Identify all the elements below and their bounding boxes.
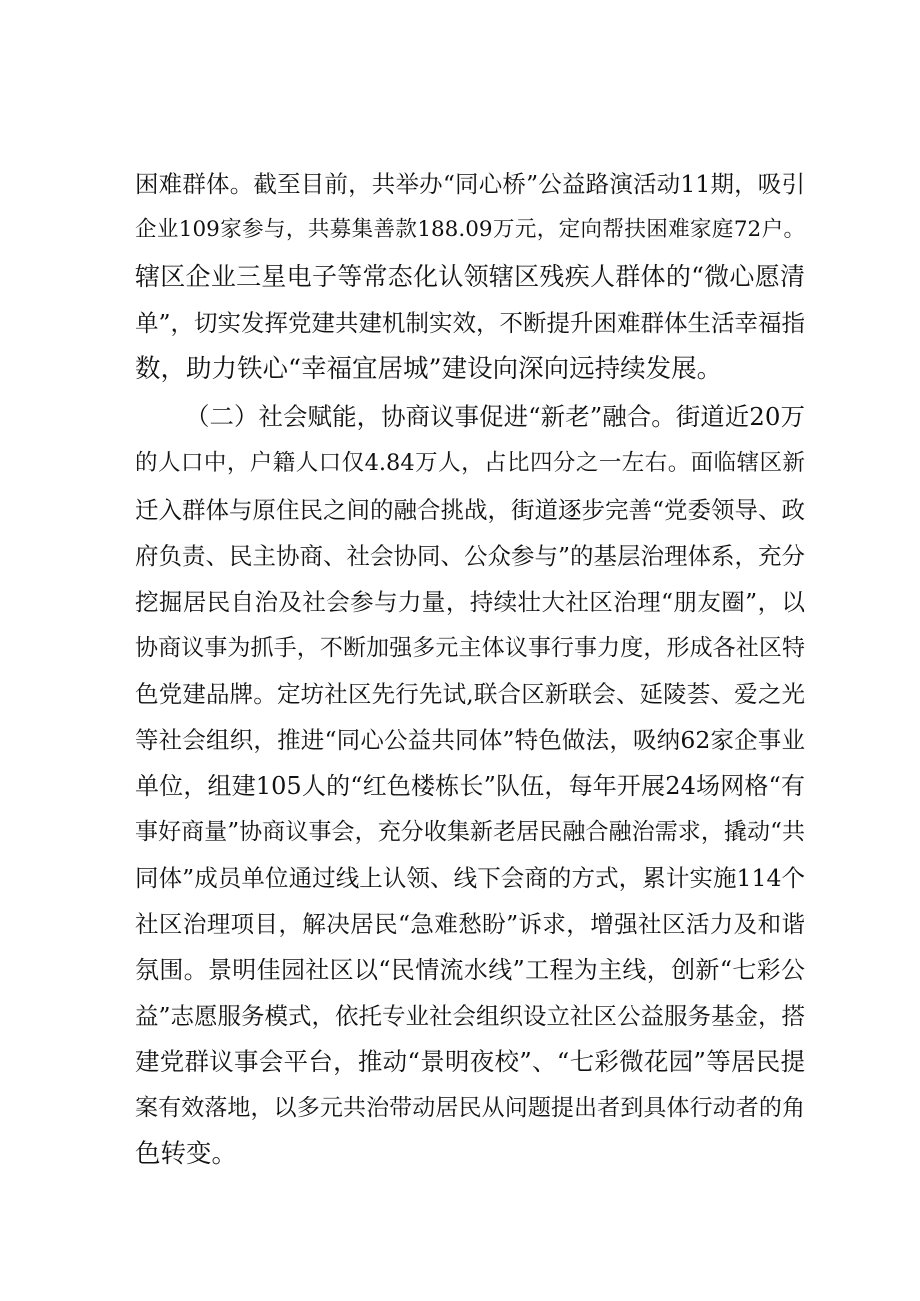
text-line: 数，助力铁心“幸福宜居城”建设向深向远持续发展。 xyxy=(135,354,723,384)
text-line: 府负责、民主协商、社会协同、公众参与”的基层治理体系，充分 xyxy=(135,542,806,570)
text-line: 建党群议事会平台，推动“景明夜校”、“七彩微花园”等居民提 xyxy=(135,1047,805,1076)
text-line: 益”志愿服务模式，依托专业社会组织设立社区公益服务基金，搭 xyxy=(135,1002,806,1030)
text-line: 社区治理项目，解决居民“急难愁盼”诉求，增强社区活力及和谐 xyxy=(135,910,805,938)
section-heading-line: （二）社会赋能，协商议事促进“新老”融合。街道近20万 xyxy=(185,402,805,431)
text-line: 协商议事为抓手，不断加强多元主体议事行事力度，形成各社区特 xyxy=(135,635,805,661)
text-line: 企业109家参与，共募集善款188.09万元，定向帮扶困难家庭72户。 xyxy=(135,217,805,242)
text-line: 等社会组织，推进“同心公益共同体”特色做法，吸纳62家企事业 xyxy=(135,726,805,754)
text-line: 同体”成员单位通过线上认领、线下会商的方式，累计实施114个 xyxy=(135,864,805,892)
text-line: 氛围。景明佳园社区以“民情流水线”工程为主线，创新“七彩公 xyxy=(135,956,805,984)
text-line: 挖掘居民自治及社会参与力量，持续壮大社区治理“朋友圈”，以 xyxy=(135,588,805,616)
text-line: 事好商量”协商议事会，充分收集新老居民融合融治需求，撬动“共 xyxy=(135,819,805,845)
text-line: 单位，组建105人的“红色楼栋长”队伍，每年开展24场网格“有 xyxy=(135,772,805,800)
text-line: 单”，切实发挥党建共建机制实效，不断提升困难群体生活幸福指 xyxy=(135,309,806,337)
text-line: 迁入群体与原住民之间的融合挑战，街道逐步完善“党委领导、政 xyxy=(135,496,806,524)
text-line: 困难群体。截至目前，共举办“同心桥”公益路演活动11期，吸引 xyxy=(135,170,805,198)
text-line: 色党建品牌。定坊社区先行先试,联合区新联会、延陵荟、爱之光 xyxy=(135,680,805,708)
text-line: 的人口中，户籍人口仅4.84万人，占比四分之一左右。面临辖区新 xyxy=(135,450,805,476)
text-line: 辖区企业三星电子等常态化认领辖区残疾人群体的“微心愿清 xyxy=(135,262,805,291)
text-line: 案有效落地，以多元共治带动居民从问题提出者到具体行动者的角 xyxy=(135,1095,805,1121)
text-line: 色转变。 xyxy=(135,1139,238,1169)
